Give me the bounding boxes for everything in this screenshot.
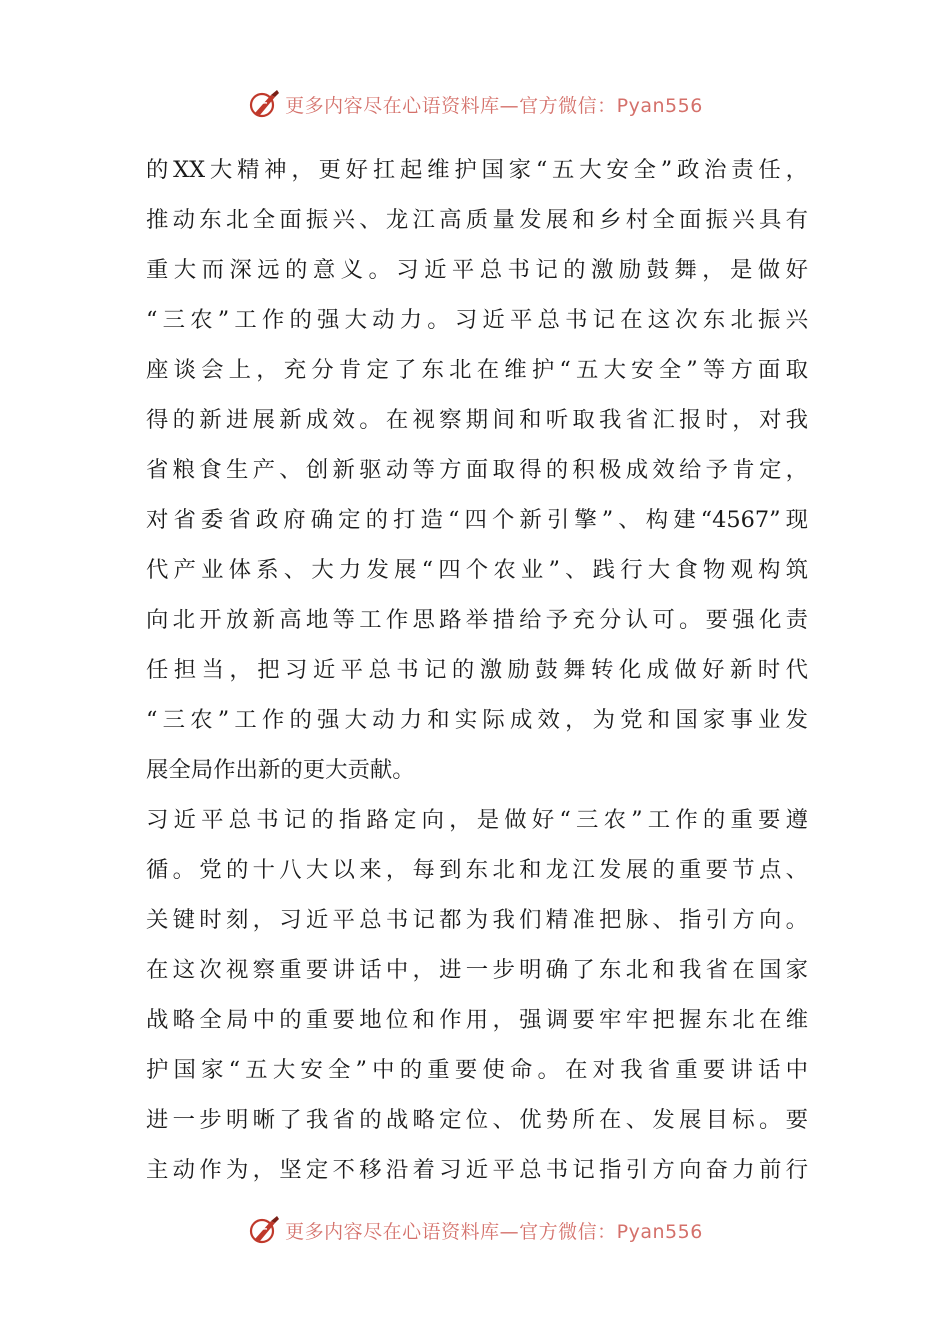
text-line: “三农”工作的强大动力和实际成效，为党和国家事业发 — [146, 707, 808, 733]
text-line: 省粮食生产、创新驱动等方面取得的积极成效给予肯定， — [146, 457, 808, 483]
text-line: 战略全局中的重要地位和作用，强调要牢牢把握东北在维 — [146, 1007, 808, 1033]
text-line: 座谈会上，充分肯定了东北在维护“五大安全”等方面取 — [146, 357, 808, 383]
text-line: 循。党的十八大以来，每到东北和龙江发展的重要节点、 — [146, 857, 808, 883]
footer-banner — [0, 1210, 950, 1250]
banner-text: 更多内容尽在心语资料库—官方微信：Pyan556 — [285, 1220, 703, 1243]
text-line: 进一步明晰了我省的战略定位、优势所在、发展目标。要 — [146, 1107, 808, 1133]
text-line: 护国家“五大安全”中的重要使命。在对我省重要讲话中 — [146, 1057, 808, 1083]
text-line: 向北开放新高地等工作思路举措给予充分认可。要强化责 — [146, 607, 808, 633]
pen-nib-logo-icon — [247, 1213, 281, 1247]
text-line: 重大而深远的意义。习近平总书记的激励鼓舞，是做好 — [146, 257, 808, 283]
text-line: 的XX大精神，更好扛起维护国家“五大安全”政治责任， — [146, 157, 808, 183]
header-banner — [0, 84, 950, 124]
text-line: 展全局作出新的更大贡献。 — [146, 757, 415, 783]
banner-text: 更多内容尽在心语资料库—官方微信：Pyan556 — [285, 94, 703, 117]
document-body — [146, 145, 808, 1195]
text-line: 任担当，把习近平总书记的激励鼓舞转化成做好新时代 — [146, 657, 808, 683]
text-line: 得的新进展新成效。在视察期间和听取我省汇报时，对我 — [146, 407, 808, 433]
text-line: 对省委省政府确定的打造“四个新引擎”、构建“4567”现 — [146, 507, 808, 533]
text-line: “三农”工作的强大动力。习近平总书记在这次东北振兴 — [146, 307, 808, 333]
text-line: 关键时刻，习近平总书记都为我们精准把脉、指引方向。 — [146, 907, 808, 933]
pen-nib-logo-icon — [247, 87, 281, 121]
text-line: 在这次视察重要讲话中，进一步明确了东北和我省在国家 — [146, 957, 808, 983]
text-line: 代产业体系、大力发展“四个农业”、践行大食物观构筑 — [146, 557, 808, 583]
text-line: 习近平总书记的指路定向，是做好“三农”工作的重要遵 — [146, 807, 808, 833]
text-line: 推动东北全面振兴、龙江高质量发展和乡村全面振兴具有 — [146, 207, 808, 233]
text-line: 主动作为，坚定不移沿着习近平总书记指引方向奋力前行 — [146, 1157, 808, 1183]
